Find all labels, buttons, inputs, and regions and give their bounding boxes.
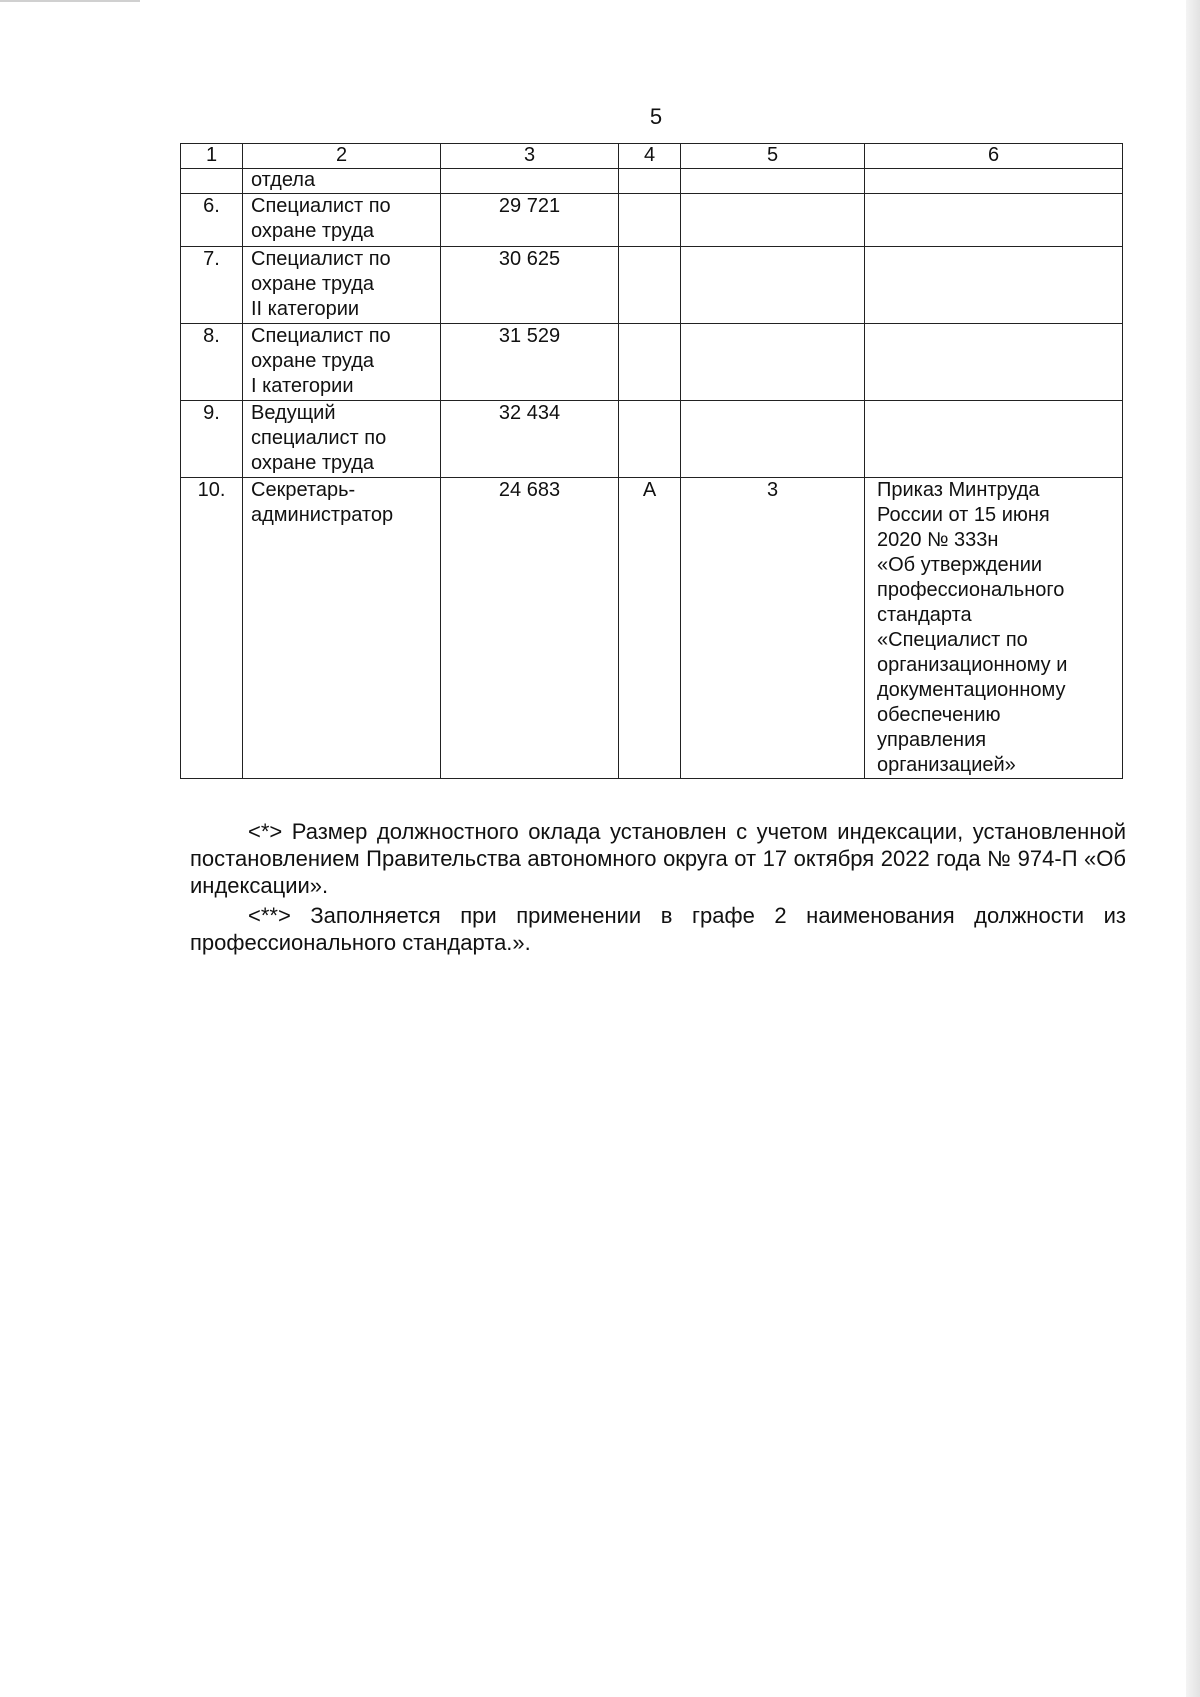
cell-professional-standard-line: «Об утверждении [877, 554, 1043, 576]
table-row [181, 194, 1123, 247]
cell-professional-standard-line: профессионального [877, 579, 1065, 601]
cell-salary [441, 169, 619, 194]
cell-professional-standard [865, 324, 1123, 401]
cell-position-title [243, 194, 441, 247]
header-cell-2: 2 [243, 144, 441, 169]
table-row [181, 324, 1123, 401]
cell-salary: 32 434 [441, 401, 619, 478]
staff-salary-table [180, 143, 1123, 779]
page-edge-shadow [1186, 0, 1200, 1697]
cell-professional-standard-line: обеспечению [877, 704, 1001, 726]
footnote-salary-indexation: <*> Размер должностного оклада установлен с учетом индексации, установленной постановлением Правительства автономного округа от 17 октября 2022 года № 974-П «Об индексации». [190, 819, 1126, 898]
cell-position-title [243, 247, 441, 324]
table-row [181, 401, 1123, 478]
cell-professional-standard-line: «Специалист по [877, 629, 1028, 651]
cell-professional-standard [865, 401, 1123, 478]
cell-professional-standard-line: документационному [877, 679, 1066, 701]
table-continuation-row [181, 169, 1123, 194]
cell-position-title-line: Специалист по [251, 248, 391, 270]
cell-salary: 31 529 [441, 324, 619, 401]
scan-artifact-line [0, 0, 140, 2]
cell-qualification-level: 3 [681, 478, 865, 779]
cell-professional-standard-line: управления [877, 729, 987, 751]
cell-professional-standard-line: организацией» [877, 754, 1016, 776]
cell-qualification-level [681, 324, 865, 401]
cell-position-title [243, 478, 441, 779]
cell-position-title [243, 324, 441, 401]
cell-number: 6. [181, 194, 243, 247]
cell-number: 7. [181, 247, 243, 324]
cell-number: 8. [181, 324, 243, 401]
cell-number [181, 169, 243, 194]
cell-qualification-group: А [619, 478, 681, 779]
cell-position-title-line: охране труда [251, 220, 375, 242]
cell-salary: 24 683 [441, 478, 619, 779]
header-cell-6: 6 [865, 144, 1123, 169]
cell-professional-standard [865, 478, 1123, 779]
cell-position-title-line: I категории [251, 375, 354, 397]
cell-qualification-level [681, 194, 865, 247]
page-number: 5 [649, 104, 663, 129]
cell-qualification-group [619, 169, 681, 194]
cell-professional-standard [865, 169, 1123, 194]
cell-position-title-line: специалист по [251, 427, 387, 449]
cell-qualification-group [619, 324, 681, 401]
table-row [181, 247, 1123, 324]
header-cell-3: 3 [441, 144, 619, 169]
cell-qualification-level [681, 247, 865, 324]
cell-professional-standard-line: России от 15 июня [877, 504, 1050, 526]
cell-salary: 30 625 [441, 247, 619, 324]
cell-position-title-line: администратор [251, 504, 394, 526]
cell-position-title-line: Специалист по [251, 195, 391, 217]
cell-position-title-line: охране труда [251, 273, 375, 295]
cell-position-title [243, 401, 441, 478]
cell-professional-standard [865, 247, 1123, 324]
header-cell-1: 1 [181, 144, 243, 169]
cell-number: 10. [181, 478, 243, 779]
cell-position-title-line: охране труда [251, 350, 375, 372]
cell-qualification-group [619, 401, 681, 478]
cell-professional-standard-line: стандарта [877, 604, 972, 626]
header-cell-4: 4 [619, 144, 681, 169]
cell-position-title: отдела [243, 169, 441, 194]
cell-position-title-line: Секретарь- [251, 479, 356, 501]
cell-professional-standard-line: Приказ Минтруда [877, 479, 1040, 501]
footnote-professional-standard: <**> Заполняется при применении в графе 2 наименования должности из профессионального стандарта.». [190, 903, 1126, 955]
cell-professional-standard [865, 194, 1123, 247]
cell-position-title-line: II категории [251, 298, 360, 320]
cell-position-title-line: Специалист по [251, 325, 391, 347]
table-header-row [181, 144, 1123, 169]
cell-number: 9. [181, 401, 243, 478]
cell-qualification-level [681, 401, 865, 478]
cell-qualification-level [681, 169, 865, 194]
cell-salary: 29 721 [441, 194, 619, 247]
cell-qualification-group [619, 194, 681, 247]
cell-professional-standard-line: 2020 № 333н [877, 529, 999, 551]
header-cell-5: 5 [681, 144, 865, 169]
cell-position-title-line: Ведущий [251, 402, 336, 424]
table-row [181, 478, 1123, 779]
cell-position-title-line: охране труда [251, 452, 375, 474]
cell-qualification-group [619, 247, 681, 324]
footnotes [190, 818, 1126, 959]
cell-professional-standard-line: организационному и [877, 654, 1068, 676]
